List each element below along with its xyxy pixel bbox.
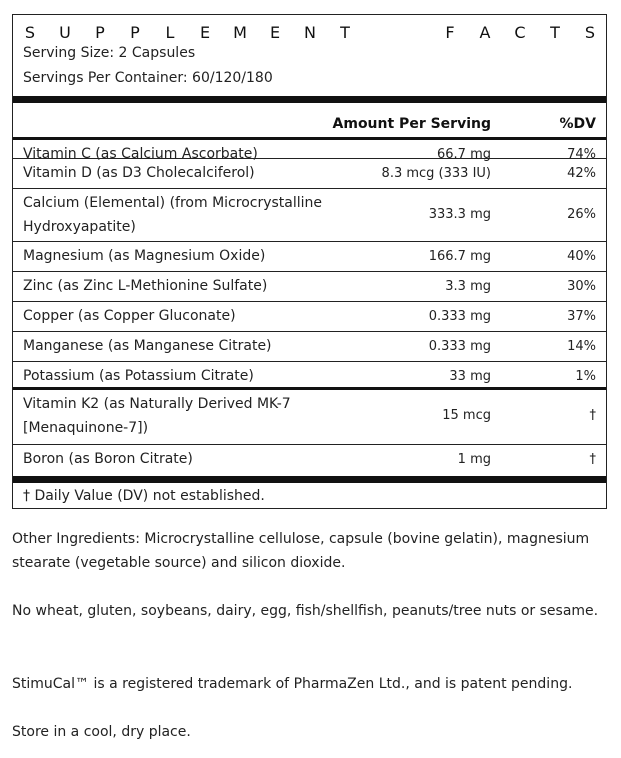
- servings-per-container: Servings Per Container: 60/120/180: [23, 70, 273, 86]
- title-letter: A: [479, 22, 491, 42]
- nutrient-row: [13, 271, 606, 302]
- nutrient-name: Boron (as Boron Citrate): [23, 451, 193, 467]
- title-letter: E: [199, 22, 211, 42]
- nutrient-name: Vitamin C (as Calcium Ascorbate): [23, 146, 258, 162]
- title-letter: T: [550, 22, 560, 42]
- title-letter: S: [24, 22, 36, 42]
- nutrient-dv: †: [589, 452, 596, 467]
- nutrient-row: [13, 361, 606, 390]
- nutrient-amount: 166.7 mg: [428, 249, 491, 264]
- nutrient-dv: 40%: [567, 249, 596, 264]
- nutrient-name: Vitamin D (as D3 Cholecalciferol): [23, 165, 255, 181]
- title-letter: P: [130, 22, 140, 42]
- storage-instructions: Store in a cool, dry place.: [12, 724, 191, 740]
- dv-header: %DV: [559, 116, 596, 132]
- nutrient-row: [13, 390, 606, 444]
- nutrient-amount: 0.333 mg: [428, 339, 491, 354]
- nutrient-name: Calcium (Elemental) (from Microcrystalline Hydroxyapatite): [23, 195, 323, 235]
- dv-footnote: † Daily Value (DV) not established.: [23, 488, 265, 504]
- nutrient-name: Zinc (as Zinc L-Methionine Sulfate): [23, 278, 268, 294]
- nutrient-dv: 26%: [567, 207, 596, 222]
- nutrient-dv: 74%: [567, 147, 596, 162]
- nutrient-row: [13, 188, 606, 242]
- allergen-statement: No wheat, gluten, soybeans, dairy, egg, fish/shellfish, peanuts/tree nuts or sesame.: [12, 603, 599, 619]
- supplement-facts-panel: [12, 14, 607, 509]
- nutrient-amount: 33 mg: [449, 369, 491, 384]
- nutrient-dv: 1%: [575, 369, 596, 384]
- title-letter: E: [269, 22, 281, 42]
- title-letter: U: [59, 22, 71, 42]
- divider-thick: [13, 96, 606, 103]
- title-letter: N: [304, 22, 316, 42]
- nutrient-amount: 66.7 mg: [437, 147, 491, 162]
- nutrient-dv: †: [589, 408, 596, 423]
- serving-size: Serving Size: 2 Capsules: [23, 45, 196, 61]
- nutrient-name: Copper (as Copper Gluconate): [23, 308, 236, 324]
- nutrient-amount: 333.3 mg: [428, 207, 491, 222]
- title-letter: C: [514, 22, 526, 42]
- other-ingredients: Other Ingredients: Microcrystalline cellulose, capsule (bovine gelatin), magnesium stearate (vegetable source) and silicon dioxide.: [12, 531, 590, 571]
- title-letter: F: [445, 22, 455, 42]
- nutrient-amount: 3.3 mg: [445, 279, 491, 294]
- title-letter: M: [233, 22, 247, 42]
- title-letter: P: [95, 22, 105, 42]
- title-letter: T: [340, 22, 350, 42]
- nutrient-amount: 15 mcg: [442, 408, 491, 423]
- nutrient-name: Manganese (as Manganese Citrate): [23, 338, 272, 354]
- divider-thick: [13, 476, 606, 483]
- nutrient-amount: 0.333 mg: [428, 309, 491, 324]
- nutrient-row: [13, 301, 606, 332]
- nutrient-dv: 14%: [567, 339, 596, 354]
- nutrient-amount: 1 mg: [457, 452, 491, 467]
- nutrient-name: Vitamin K2 (as Naturally Derived MK-7 [Menaquinone-7]): [23, 396, 291, 436]
- panel-title: [23, 19, 597, 45]
- nutrient-name: Magnesium (as Magnesium Oxide): [23, 248, 266, 264]
- title-letter: L: [165, 22, 175, 42]
- nutrient-name: Potassium (as Potassium Citrate): [23, 368, 254, 384]
- title-letter: S: [584, 22, 596, 42]
- trademark-statement: StimuCal™ is a registered trademark of PharmaZen Ltd., and is patent pending.: [12, 676, 573, 692]
- nutrient-amount: 8.3 mcg (333 IU): [381, 166, 491, 181]
- nutrient-dv: 30%: [567, 279, 596, 294]
- nutrient-dv: 37%: [567, 309, 596, 324]
- amount-per-serving-header: Amount Per Serving: [332, 116, 491, 132]
- nutrient-row: [13, 158, 606, 189]
- nutrient-row: [13, 241, 606, 272]
- nutrient-dv: 42%: [567, 166, 596, 181]
- nutrient-row: [13, 444, 606, 475]
- nutrient-row: [13, 331, 606, 362]
